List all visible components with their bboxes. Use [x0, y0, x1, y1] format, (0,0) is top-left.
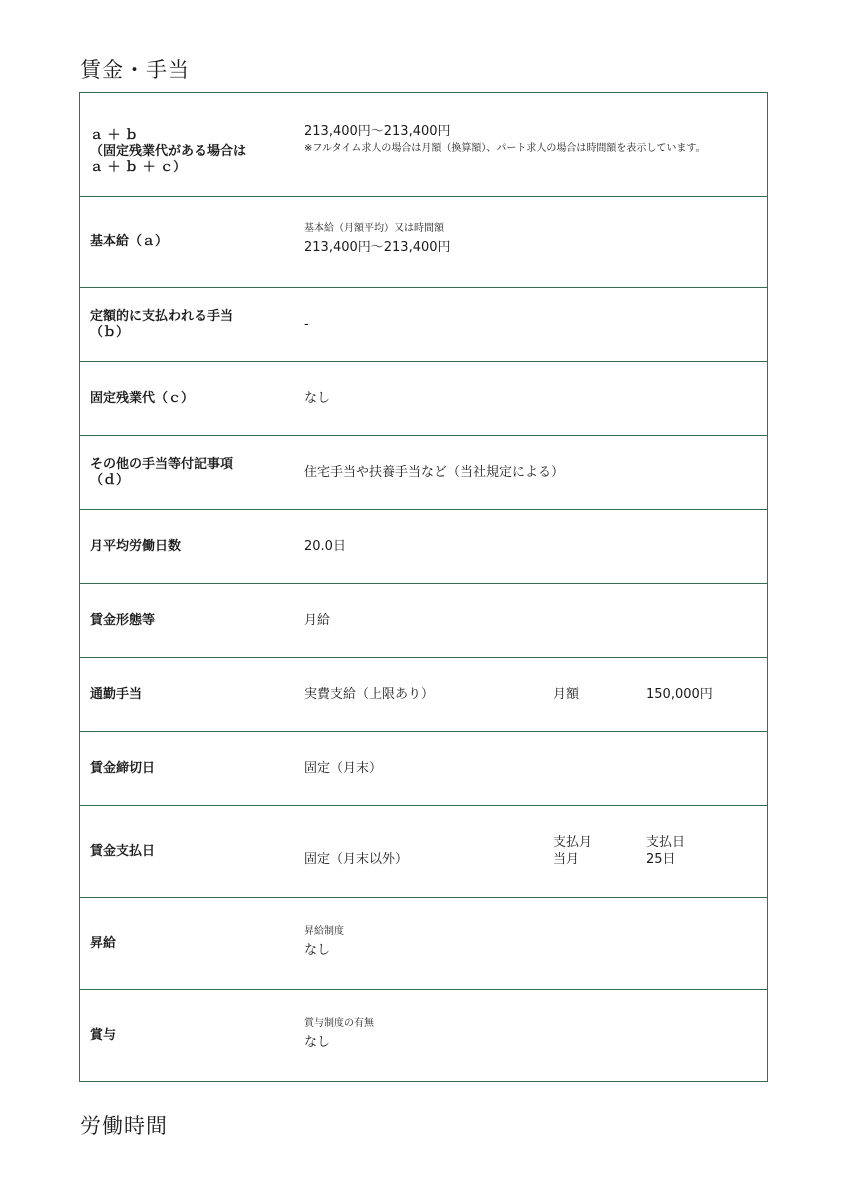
pay-day-value: 25日 [646, 852, 676, 867]
fixed-overtime-value: なし [304, 390, 331, 406]
wage-type-value: 月給 [304, 612, 331, 628]
base-pay-sublabel: 基本給（月額平均）又は時間額 [304, 223, 444, 234]
row-label: 月平均労働日数 [90, 538, 182, 554]
row-label: 賃金形態等 [90, 612, 156, 628]
raise-sublabel: 昇給制度 [304, 926, 344, 937]
row-value [304, 1018, 374, 1052]
row-avg-work-days [80, 510, 767, 584]
row-label [90, 457, 290, 489]
commute-value: 実費支給（上限あり） [304, 686, 435, 702]
section-title-working-hours: 労働時間 [80, 1114, 168, 1138]
commute-amount: 150,000円 [646, 686, 713, 702]
label-line: その他の手当等付記事項 [90, 456, 234, 472]
payday-value: 固定（月末以外） [304, 852, 409, 867]
avg-work-days-value: 20.0日 [304, 538, 346, 554]
row-label: 固定残業代（ｃ） [90, 390, 195, 406]
row-label: 通勤手当 [90, 686, 143, 702]
label-line: （ｂ） [90, 324, 130, 340]
wage-table [79, 92, 768, 1082]
row-label: 賃金支払日 [90, 843, 156, 859]
row-payday [80, 806, 767, 898]
cutoff-value: 固定（月末） [304, 760, 383, 776]
row-label: 賃金締切日 [90, 760, 156, 776]
row-fixed-allowance [80, 288, 767, 362]
total-pay-note: ※フルタイム求人の場合は月額（換算額）、パート求人の場合は時間額を表示しています。 [304, 143, 706, 154]
row-commute [80, 658, 767, 732]
row-value [304, 926, 344, 960]
section-title-wages: 賃金・手当 [80, 58, 190, 82]
row-raise [80, 898, 767, 990]
base-pay-value: 213,400円〜213,400円 [304, 240, 451, 255]
row-label [90, 128, 290, 176]
label-line: ａ ＋ ｂ ＋ ｃ） [90, 160, 187, 175]
row-label: 賞与 [90, 1027, 117, 1043]
row-value [304, 223, 451, 257]
row-label: 基本給（ａ） [90, 234, 169, 249]
bonus-value: なし [304, 1035, 331, 1050]
row-base-pay [80, 197, 767, 288]
pay-day-label: 支払日 [646, 835, 686, 850]
label-line: ａ ＋ ｂ [90, 128, 139, 143]
bonus-sublabel: 賞与制度の有無 [304, 1018, 374, 1029]
pay-month-value: 当月 [553, 852, 580, 867]
row-other-allowances [80, 436, 767, 510]
row-total-pay [80, 93, 767, 197]
row-wage-type [80, 584, 767, 658]
fixed-allowance-value: - [304, 316, 309, 332]
row-cutoff [80, 732, 767, 806]
raise-value: なし [304, 943, 331, 958]
label-line: 定額的に支払われる手当 [90, 308, 234, 324]
row-bonus [80, 990, 767, 1081]
row-label: 昇給 [90, 935, 117, 951]
other-allowances-value: 住宅手当や扶養手当など（当社規定による） [304, 464, 565, 480]
label-line: （ｄ） [90, 472, 130, 488]
row-value [304, 123, 764, 155]
pay-month-label: 支払月 [553, 835, 593, 850]
row-fixed-overtime [80, 362, 767, 436]
total-pay-value: 213,400円〜213,400円 [304, 124, 451, 139]
commute-period: 月額 [553, 686, 580, 702]
label-line: （固定残業代がある場合は [90, 144, 247, 159]
row-label [90, 309, 290, 341]
